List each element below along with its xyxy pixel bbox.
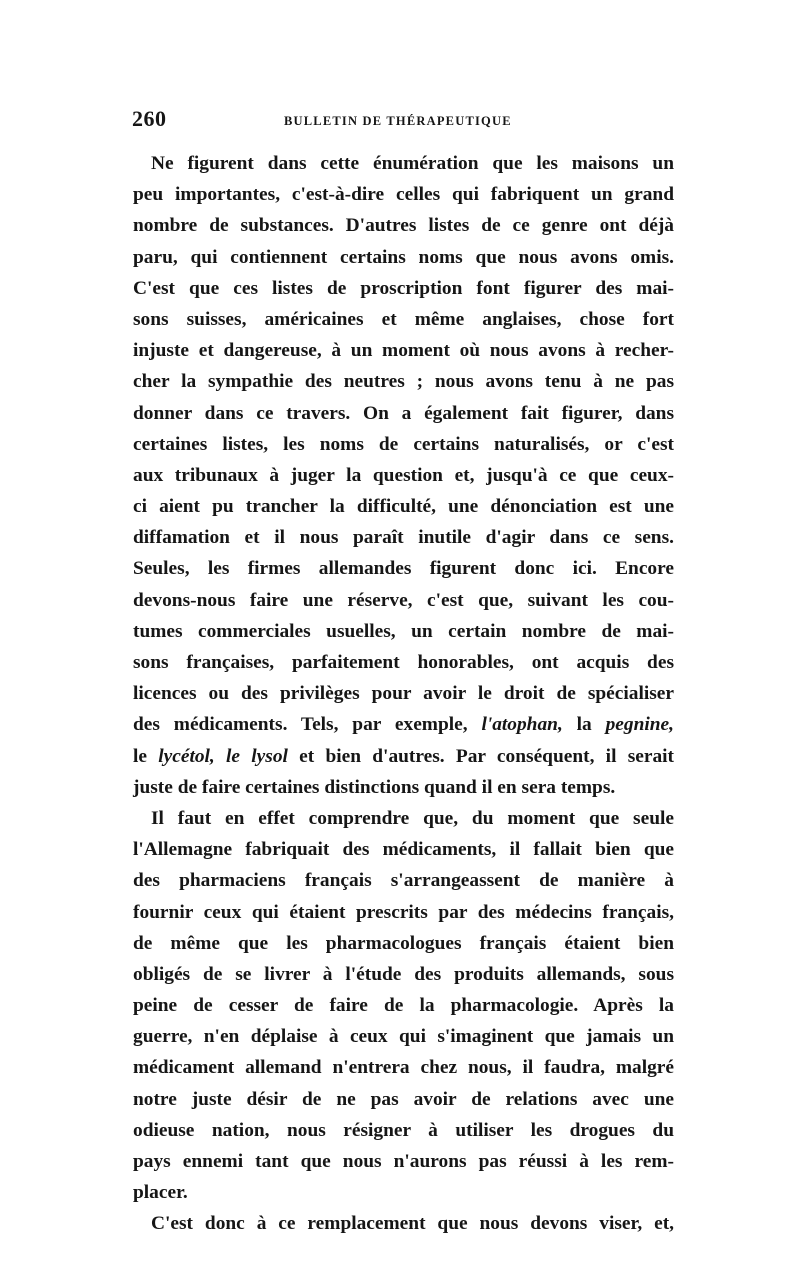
- italic-term: lycétol,: [158, 745, 215, 767]
- text-line: odieuse nation, nous résigner à utiliser les drogues du: [133, 1119, 674, 1141]
- text-line: pays ennemi tant que nous n'aurons pas réussi à les rem-: [133, 1151, 674, 1172]
- text-line: Seules, les firmes allemandes figurent donc ici. Encore: [133, 558, 674, 580]
- text-fragment: la: [562, 714, 606, 736]
- text-line: Il faut en effet comprendre que, du moment que seule: [151, 807, 674, 829]
- text-fragment: des médicaments. Tels, par exemple,: [133, 714, 482, 736]
- text-line: aux tribunaux à juger la question et, jusqu'à ce que ceux-: [133, 464, 674, 486]
- text-line: juste de faire certaines distinctions quand il en sera temps.: [133, 776, 616, 798]
- text-fragment: le: [133, 745, 159, 767]
- text-line: tumes commerciales usuelles, un certain nombre de mai-: [133, 620, 674, 642]
- text-line: C'est donc à ce remplacement que nous devons viser, et,: [151, 1213, 674, 1235]
- text-line: peine de cesser de faire de la pharmacologie. Après la: [133, 995, 674, 1017]
- page-header: [132, 106, 674, 136]
- text-line: C'est que ces listes de proscription font figurer des mai-: [133, 277, 674, 299]
- text-line: sons françaises, parfaitement honorables, ont acquis des: [133, 652, 674, 673]
- text-line: certaines listes, les noms de certains naturalisés, or c'est: [133, 433, 674, 455]
- running-title: BULLETIN DE THÉRAPEUTIQUE: [284, 114, 512, 128]
- text-line: peu importantes, c'est-à-dire celles qui fabriquent un grand: [133, 184, 674, 206]
- italic-term: l'atophan,: [481, 714, 563, 736]
- text-line: médicament allemand n'entrera chez nous, il faudra, malgré: [133, 1057, 674, 1079]
- text-line: donner dans ce travers. On a également fait figurer, dans: [133, 402, 674, 424]
- text-line: l'Allemagne fabriquait des médicaments, il fallait bien que: [133, 839, 674, 861]
- italic-term: le lysol: [226, 745, 288, 767]
- text-line: injuste et dangereuse, à un moment où nous avons à recher-: [133, 340, 674, 362]
- text-line: cher la sympathie des neutres ; nous avons tenu à ne pas: [133, 371, 674, 393]
- text-fragment: [215, 746, 226, 767]
- text-line: licences ou des privilèges pour avoir le droit de spécialiser: [133, 683, 674, 705]
- text-line: des pharmaciens français s'arrangeassent de manière à: [133, 870, 674, 892]
- text-line: [133, 741, 674, 772]
- text-line: [133, 709, 674, 740]
- text-line: obligés de se livrer à l'étude des produits allemands, sous: [133, 963, 674, 985]
- body-text: [133, 148, 674, 1240]
- text-fragment: et bien d'autres. Par conséquent, il serait: [287, 745, 675, 767]
- text-line: guerre, n'en déplaise à ceux qui s'imaginent que jamais un: [133, 1026, 674, 1048]
- text-line: devons-nous faire une réserve, c'est que, suivant les cou-: [133, 589, 674, 611]
- text-line: notre juste désir de ne pas avoir de relations avec une: [133, 1088, 674, 1110]
- text-line: paru, qui contiennent certains noms que nous avons omis.: [133, 246, 674, 268]
- text-line: placer.: [133, 1182, 188, 1204]
- italic-term: pegnine,: [605, 714, 675, 736]
- text-line: Ne figurent dans cette énumération que les maisons un: [151, 153, 674, 174]
- text-line: ci aient pu trancher la difficulté, une dénonciation est une: [133, 496, 674, 518]
- text-line: diffamation et il nous paraît inutile d'agir dans ce sens.: [133, 527, 674, 549]
- text-line: sons suisses, américaines et même anglaises, chose fort: [133, 308, 674, 330]
- page-number: 260: [132, 106, 167, 131]
- text-line: de même que les pharmacologues français étaient bien: [133, 932, 674, 954]
- text-line: fournir ceux qui étaient prescrits par des médecins français,: [133, 901, 674, 923]
- text-line: nombre de substances. D'autres listes de ce genre ont déjà: [133, 215, 674, 237]
